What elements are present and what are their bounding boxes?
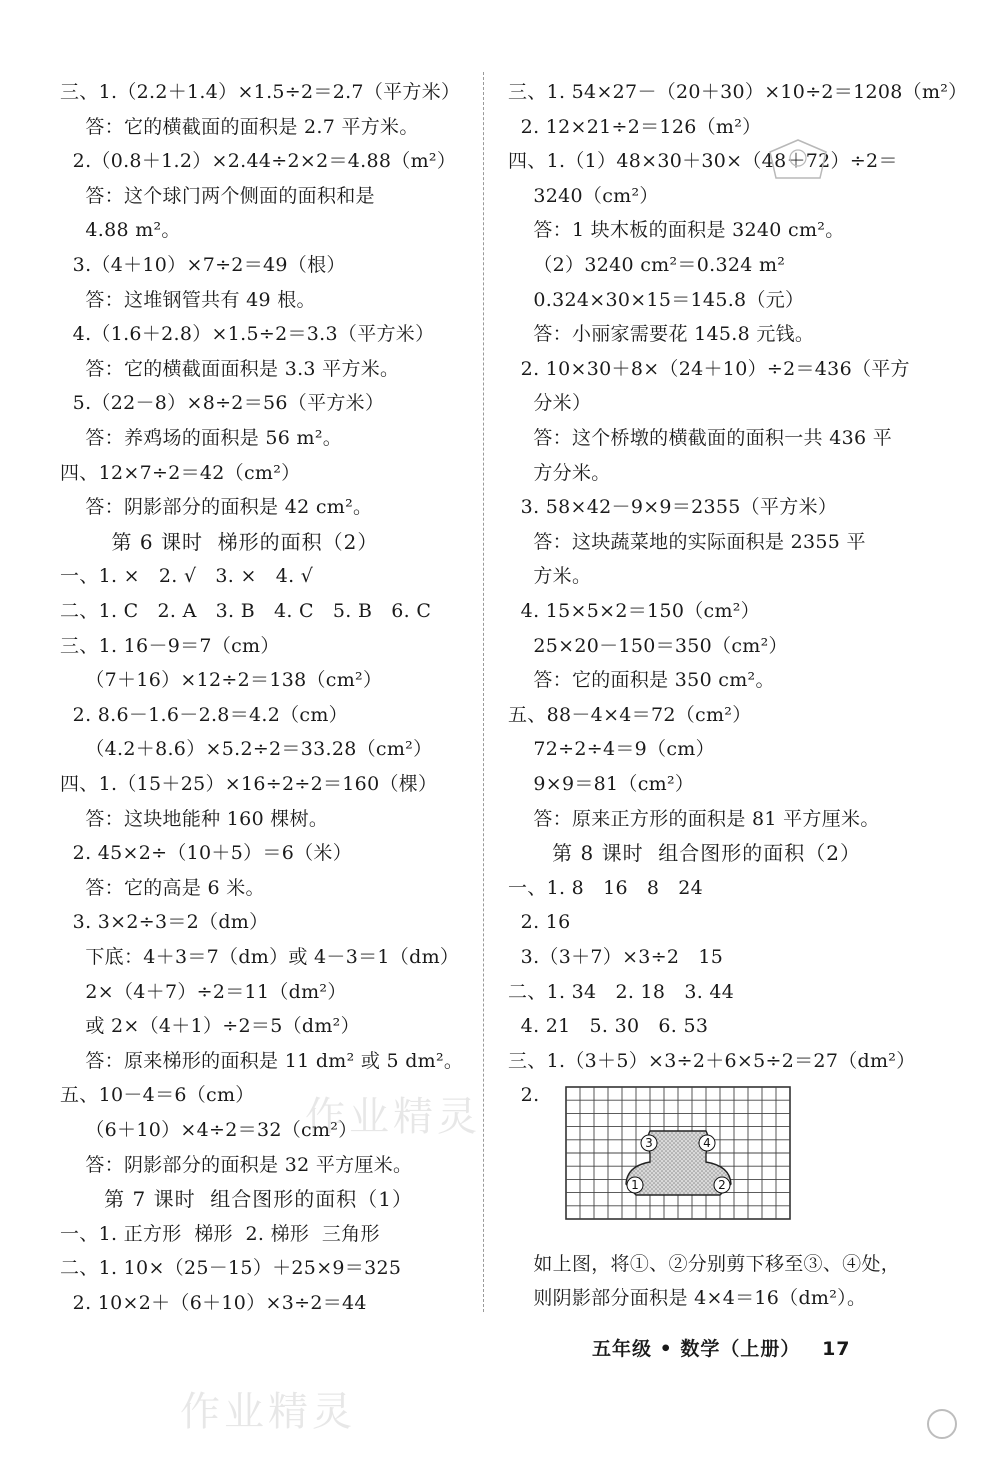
answer-line: 二、1. C 2. A 3. B 4. C 5. B 6. C <box>60 600 432 622</box>
page-number: 17 <box>822 1338 851 1360</box>
answer-line: 答：小丽家需要花 145.8 元钱。 <box>508 323 815 346</box>
answer-line: 2. 10×30＋8×（24＋10）÷2＝436（平方 <box>508 357 910 380</box>
answer-line: 25×20－150＝350（cm²） <box>508 634 788 657</box>
answer-line: 方分米。 <box>508 461 611 484</box>
answer-line: 3.（3＋7）×3÷2 15 <box>508 946 724 968</box>
answer-line: 或 2×（4＋1）÷2＝5（dm²） <box>60 1015 360 1038</box>
answer-line: 答：它的面积是 350 cm²。 <box>508 669 775 692</box>
label-circle-4: 4 <box>703 1136 711 1150</box>
watermark-mid: 作业精灵 <box>305 1094 481 1140</box>
answer-line: 2. 10×2＋（6＋10）×3÷2＝44 <box>60 1292 367 1314</box>
answer-line: 三、1.（3＋5）×3÷2＋6×5÷2＝27（dm²） <box>508 1049 916 1072</box>
answer-line: 2. 16 <box>508 911 571 934</box>
section-heading: 第 8 课时 组合图形的面积（2） <box>508 841 862 866</box>
footer-grade: 五年级 <box>592 1338 653 1360</box>
answer-line: 答：阴影部分的面积是 42 cm²。 <box>60 496 373 519</box>
answer-line: 答：这个球门两个侧面的面积和是 <box>60 184 375 207</box>
stamp-watermark <box>762 132 832 192</box>
answer-line: （7＋16）×12÷2＝138（cm²） <box>60 669 383 692</box>
answer-line: 4. 21 5. 30 6. 53 <box>508 1015 709 1038</box>
answer-line: 一、1. 8 16 8 24 <box>508 876 704 899</box>
answer-line: 三、1. 16－9＝7（cm） <box>60 634 280 657</box>
watermark-bottom: 作业精灵 <box>180 1389 356 1435</box>
answer-line: 五、10－4＝6（cm） <box>60 1084 255 1107</box>
answer-line: （6＋10）×4÷2＝32（cm²） <box>60 1119 358 1141</box>
answer-line: 4.88 m²。 <box>60 219 181 242</box>
footer-dot: • <box>659 1338 673 1360</box>
answer-line: 答：原来正方形的面积是 81 平方厘米。 <box>508 807 880 830</box>
answer-line: 答：原来梯形的面积是 11 dm² 或 5 dm²。 <box>60 1049 464 1072</box>
answer-line: 5.（22－8）×8÷2＝56（平方米） <box>60 392 385 415</box>
answer-line: 2. 12×21÷2＝126（m²） <box>508 115 762 138</box>
answer-line: 3.（4＋10）×7÷2＝49（根） <box>60 254 346 276</box>
answer-line: 答：它的横截面面积是 3.3 平方米。 <box>60 357 400 380</box>
answer-line: 2. 8.6－1.6－2.8＝4.2（cm） <box>60 703 348 726</box>
answer-line: （2）3240 cm²＝0.324 m² <box>508 254 786 276</box>
answer-line: 答：这块蔬菜地的实际面积是 2355 平 <box>508 530 866 553</box>
answer-line: 答：这个桥墩的横截面的面积一共 436 平 <box>508 427 893 449</box>
answer-line: 2.（0.8＋1.2）×2.44÷2×2＝4.88（m²） <box>60 150 457 173</box>
answer-line: 72÷2÷4＝9（cm） <box>508 738 715 761</box>
answer-line: 2. <box>508 1084 540 1107</box>
answer-line: 3. 3×2÷3＝2（dm） <box>60 911 269 934</box>
section-heading: 第 6 课时 梯形的面积（2） <box>60 529 379 554</box>
answer-line: 4.（1.6＋2.8）×1.5÷2＝3.3（平方米） <box>60 323 435 346</box>
answer-line: 四、12×7÷2＝42（cm²） <box>60 461 301 484</box>
answer-line: 一、1. 正方形 梯形 2. 梯形 三角形 <box>60 1222 380 1245</box>
answer-line: 答：阴影部分的面积是 32 平方厘米。 <box>60 1153 413 1176</box>
label-circle-2: 2 <box>718 1178 726 1192</box>
answer-line: 答：这块地能种 160 棵树。 <box>60 807 329 830</box>
answer-line: 三、1.（2.2＋1.4）×1.5÷2＝2.7（平方米） <box>60 81 461 103</box>
site-logo-watermark <box>730 1398 960 1468</box>
grid-figure <box>565 1086 793 1230</box>
answer-line: 答：它的高是 6 米。 <box>60 876 265 899</box>
answer-line: 0.324×30×15＝145.8（元） <box>508 288 805 311</box>
answer-line: 则阴影部分面积是 4×4＝16（dm²）。 <box>508 1287 867 1309</box>
answer-line: 9×9＝81（cm²） <box>508 773 695 795</box>
answer-line: 答：它的横截面的面积是 2.7 平方米。 <box>60 115 419 138</box>
answer-line: 2×（4＋7）÷2＝11（dm²） <box>60 980 347 1003</box>
answer-line: 如上图，将①、②分别剪下移至③、④处， <box>508 1253 901 1275</box>
answer-line: 三、1. 54×27－（20＋30）×10÷2＝1208（m²） <box>508 81 968 103</box>
answer-line: 答：养鸡场的面积是 56 m²。 <box>60 427 343 449</box>
answer-line: 3240（cm²） <box>508 184 659 207</box>
answer-line: 方米。 <box>508 565 592 588</box>
label-circle-1: 1 <box>631 1178 639 1192</box>
answer-line: 分米） <box>508 392 592 415</box>
answer-line: 四、1.（15＋25）×16÷2÷2＝160（棵） <box>60 773 438 795</box>
section-heading: 第 7 课时 组合图形的面积（1） <box>60 1187 414 1212</box>
footer-subject: 数学（上册） <box>680 1338 801 1360</box>
label-circle-3: 3 <box>645 1136 653 1150</box>
answer-line: 3. 58×42－9×9＝2355（平方米） <box>508 496 838 519</box>
answer-line: （4.2＋8.6）×5.2÷2＝33.28（cm²） <box>60 738 433 761</box>
answer-line: 答：1 块木板的面积是 3240 cm²。 <box>508 219 845 242</box>
answer-line: 下底：4＋3＝7（dm）或 4－3＝1（dm） <box>60 946 460 968</box>
answer-line: 2. 45×2÷（10＋5）＝6（米） <box>60 842 353 865</box>
answer-line: 四、1.（1）48×30＋30×（48＋72）÷2＝ <box>508 150 898 173</box>
page-footer <box>592 1334 851 1361</box>
answer-line: 二、1. 10×（25－15）＋25×9＝325 <box>60 1257 402 1280</box>
answer-line: 二、1. 34 2. 18 3. 44 <box>508 980 735 1003</box>
answer-line: 五、88－4×4＝72（cm²） <box>508 703 752 726</box>
column-divider <box>483 72 484 1312</box>
answer-line: 答：这堆钢管共有 49 根。 <box>60 288 316 311</box>
answer-line: 4. 15×5×2＝150（cm²） <box>508 600 760 622</box>
answer-line: 一、1. × 2. √ 3. × 4. √ <box>60 565 314 588</box>
